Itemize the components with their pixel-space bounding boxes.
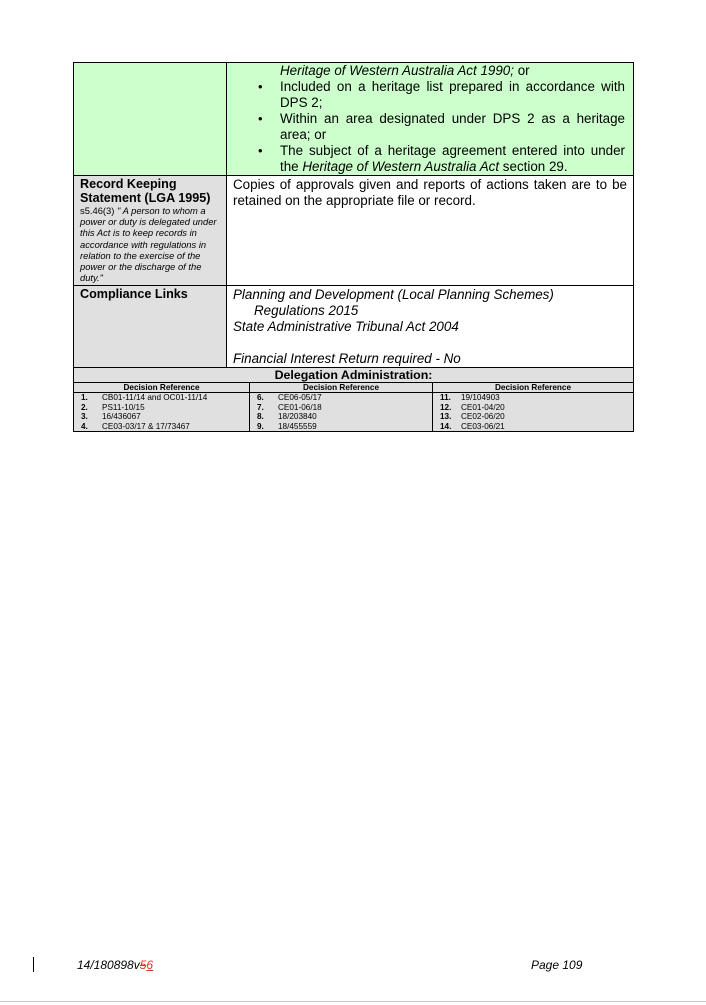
continuation-first-line: [227, 63, 633, 79]
bullet-text-italic: Heritage of Western Australia Act: [302, 159, 500, 174]
decision-reference-row: [74, 403, 249, 412]
ref-number: 12.: [440, 402, 452, 412]
doc-ref-deleted-version: 5: [139, 958, 147, 972]
decision-reference-row: [74, 422, 249, 431]
record-keeping-section: s5.46(3): [80, 205, 115, 216]
ref-number: 4.: [81, 421, 88, 431]
ref-value: 16/436067: [102, 412, 141, 422]
ref-value: 18/455559: [278, 421, 317, 431]
footer-page-number: Page 109: [531, 958, 583, 972]
bullet-dot-icon: •: [258, 143, 263, 158]
page-edge-line: [0, 1001, 706, 1002]
record-keeping-row: [74, 176, 634, 286]
act-name-italic: Heritage of Western Australia Act 1990;: [280, 63, 514, 78]
bullet-text: Within an area designated under DPS 2 as a heritage area; or: [280, 111, 625, 142]
bullet-item: [227, 111, 625, 143]
ref-value: 19/104903: [461, 393, 500, 403]
ref-value: CE03-06/21: [461, 421, 505, 431]
ref-number: 3.: [81, 412, 88, 422]
compliance-line: State Administrative Tribunal Act 2004: [233, 319, 459, 335]
record-keeping-body-cell: [227, 176, 634, 286]
delegation-refs-cell: [74, 383, 634, 432]
compliance-title: Compliance Links: [80, 287, 188, 302]
continuation-right-cell: [227, 63, 634, 176]
decision-reference-column: [249, 383, 432, 431]
delegation-admin-refs-row: [74, 383, 634, 432]
record-keeping-label-cell: [74, 176, 227, 286]
ref-value: CB01-11/14 and OC01-11/14: [102, 393, 208, 403]
delegation-admin-title: Delegation Administration:: [74, 368, 634, 383]
bullet-item: [227, 143, 625, 175]
ref-number: 2.: [81, 402, 88, 412]
footer-document-reference: [77, 958, 153, 972]
decision-reference-row: [250, 412, 432, 421]
heritage-bullet-list: [227, 79, 633, 175]
decision-reference-row: [74, 393, 249, 402]
decision-reference-row: [433, 403, 633, 412]
decision-reference-row: [250, 393, 432, 402]
compliance-gap: [233, 335, 627, 351]
decision-reference-column: [74, 383, 249, 431]
bullet-text-post: section 29.: [499, 159, 568, 174]
compliance-body-cell: [227, 286, 634, 368]
bullet-text: Included on a heritage list prepared in accordance with DPS 2;: [280, 79, 625, 110]
ref-value: CE01-04/20: [461, 402, 505, 412]
decision-reference-row: [74, 412, 249, 421]
decision-reference-header: Decision Reference: [433, 383, 633, 393]
bullet-item: [227, 79, 625, 111]
compliance-label-cell: [74, 286, 227, 368]
record-keeping-title: Record Keeping Statement (LGA 1995): [80, 177, 211, 205]
financial-interest-line: Financial Interest Return required - No: [233, 351, 461, 367]
ref-value: CE02-06/20: [461, 412, 505, 422]
ref-value: PS11-10/15: [102, 402, 145, 412]
ref-value: CE03-03/17 & 17/73467: [102, 421, 190, 431]
decision-reference-header: Decision Reference: [250, 383, 432, 393]
continuation-row: [74, 63, 634, 176]
compliance-line: Regulations 2015: [254, 303, 359, 319]
ref-value: CE06-05/17: [278, 393, 322, 403]
ref-number: 6.: [257, 393, 264, 403]
ref-number: 8.: [257, 412, 264, 422]
record-keeping-legal-note: [74, 205, 226, 285]
bullet-text-pre: The subject of a heritage agreement entered into under the: [280, 143, 625, 174]
compliance-links: [227, 286, 633, 367]
ref-number: 9.: [257, 421, 264, 431]
doc-ref-base: 14/180898v: [77, 958, 140, 972]
bullet-dot-icon: •: [258, 79, 263, 94]
decision-reference-header: Decision Reference: [74, 383, 249, 393]
continuation-left-cell: [74, 63, 227, 176]
delegation-admin-header-row: [74, 368, 634, 383]
delegation-table: [73, 62, 634, 432]
decision-reference-row: [433, 422, 633, 431]
decision-reference-row: [433, 393, 633, 402]
decision-reference-column: [432, 383, 633, 431]
ref-number: 1.: [81, 393, 88, 403]
ref-value: 18/203840: [278, 412, 317, 422]
compliance-line: Planning and Development (Local Planning Schemes): [233, 287, 554, 303]
revision-change-bar: [33, 957, 34, 972]
decision-reference-row: [250, 422, 432, 431]
ref-number: 7.: [257, 402, 264, 412]
ref-number: 11.: [440, 393, 451, 403]
ref-value: CE01-06/18: [278, 402, 322, 412]
record-keeping-body: Copies of approvals given and reports of actions taken are to be retained on the appropriate file or record.: [233, 177, 627, 208]
decision-reference-row: [250, 403, 432, 412]
act-name-tail: or: [513, 63, 530, 78]
doc-ref-inserted-version: 6: [146, 958, 154, 972]
bullet-dot-icon: •: [258, 111, 263, 126]
ref-number: 13.: [440, 412, 452, 422]
decision-reference-row: [433, 412, 633, 421]
ref-number: 14.: [440, 421, 452, 431]
decision-reference-columns: [74, 383, 633, 431]
record-keeping-quote: " A person to whom a power or duty is delegated under this Act is to keep records in accordance with regulations in relation to the exercise of the power or the discharge of the duty.": [80, 205, 217, 284]
compliance-row: [74, 286, 634, 368]
